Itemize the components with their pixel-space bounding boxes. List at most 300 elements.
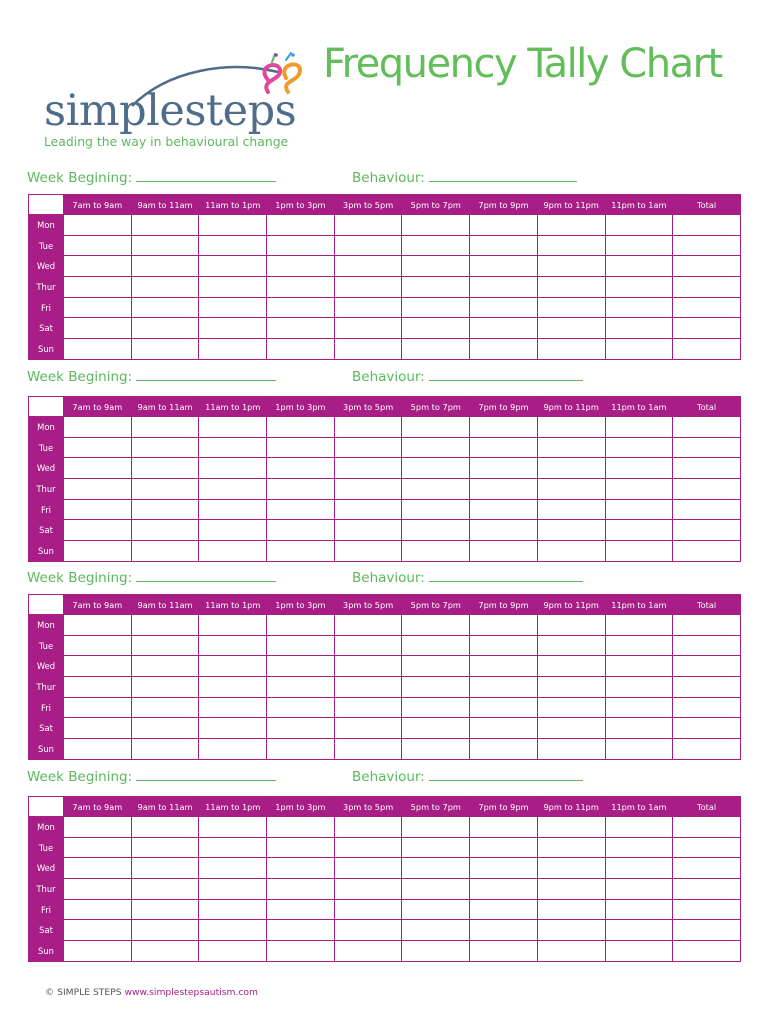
total-cell[interactable] <box>673 499 741 520</box>
tally-cell[interactable] <box>199 817 267 838</box>
tally-cell[interactable] <box>131 437 199 458</box>
tally-cell[interactable] <box>537 541 605 562</box>
tally-cell[interactable] <box>199 615 267 636</box>
tally-cell[interactable] <box>64 215 132 236</box>
total-cell[interactable] <box>673 458 741 479</box>
tally-cell[interactable] <box>402 817 470 838</box>
tally-cell[interactable] <box>131 215 199 236</box>
tally-cell[interactable] <box>334 817 402 838</box>
tally-cell[interactable] <box>334 256 402 277</box>
tally-cell[interactable] <box>64 437 132 458</box>
tally-cell[interactable] <box>199 520 267 541</box>
tally-cell[interactable] <box>605 520 673 541</box>
total-cell[interactable] <box>673 941 741 962</box>
tally-cell[interactable] <box>64 879 132 900</box>
tally-cell[interactable] <box>199 899 267 920</box>
tally-cell[interactable] <box>334 318 402 339</box>
tally-cell[interactable] <box>470 520 538 541</box>
tally-cell[interactable] <box>605 697 673 718</box>
tally-cell[interactable] <box>537 677 605 698</box>
tally-cell[interactable] <box>605 541 673 562</box>
tally-cell[interactable] <box>267 879 335 900</box>
tally-cell[interactable] <box>334 458 402 479</box>
tally-cell[interactable] <box>537 458 605 479</box>
tally-cell[interactable] <box>402 858 470 879</box>
time-slot-header: 5pm to 7pm <box>402 397 470 417</box>
tally-cell[interactable] <box>537 256 605 277</box>
tally-cell[interactable] <box>537 479 605 500</box>
tally-cell[interactable] <box>537 837 605 858</box>
tally-cell[interactable] <box>64 941 132 962</box>
total-cell[interactable] <box>673 697 741 718</box>
tally-cell[interactable] <box>537 417 605 438</box>
tally-cell[interactable] <box>267 656 335 677</box>
tally-cell[interactable] <box>402 297 470 318</box>
tally-cell[interactable] <box>131 718 199 739</box>
total-cell[interactable] <box>673 656 741 677</box>
tally-cell[interactable] <box>267 541 335 562</box>
tally-cell[interactable] <box>199 318 267 339</box>
week-begining-field[interactable] <box>27 570 276 586</box>
tally-cell[interactable] <box>64 656 132 677</box>
tally-cell[interactable] <box>334 677 402 698</box>
tally-cell[interactable] <box>537 615 605 636</box>
tally-cell[interactable] <box>402 879 470 900</box>
tally-cell[interactable] <box>131 499 199 520</box>
tally-cell[interactable] <box>334 635 402 656</box>
tally-cell[interactable] <box>402 318 470 339</box>
tally-cell[interactable] <box>605 635 673 656</box>
behaviour-label: Behaviour: <box>352 769 425 785</box>
tally-cell[interactable] <box>470 339 538 360</box>
tally-cell[interactable] <box>334 920 402 941</box>
tally-cell[interactable] <box>131 318 199 339</box>
tally-cell[interactable] <box>470 256 538 277</box>
behaviour-field[interactable] <box>352 170 577 186</box>
tally-cell[interactable] <box>402 697 470 718</box>
tally-cell[interactable] <box>267 718 335 739</box>
tally-cell[interactable] <box>537 215 605 236</box>
tally-cell[interactable] <box>402 235 470 256</box>
tally-cell[interactable] <box>402 739 470 760</box>
tally-cell[interactable] <box>64 499 132 520</box>
tally-cell[interactable] <box>131 256 199 277</box>
tally-cell[interactable] <box>605 499 673 520</box>
tally-cell[interactable] <box>267 520 335 541</box>
tally-cell[interactable] <box>537 817 605 838</box>
tally-cell[interactable] <box>199 297 267 318</box>
total-cell[interactable] <box>673 739 741 760</box>
tally-cell[interactable] <box>470 697 538 718</box>
tally-cell[interactable] <box>199 879 267 900</box>
tally-cell[interactable] <box>64 697 132 718</box>
tally-cell[interactable] <box>537 635 605 656</box>
tally-cell[interactable] <box>131 656 199 677</box>
tally-cell[interactable] <box>402 941 470 962</box>
total-cell[interactable] <box>673 417 741 438</box>
tally-cell[interactable] <box>131 941 199 962</box>
tally-cell[interactable] <box>402 718 470 739</box>
total-cell[interactable] <box>673 879 741 900</box>
total-cell[interactable] <box>673 615 741 636</box>
tally-cell[interactable] <box>537 499 605 520</box>
tally-cell[interactable] <box>334 479 402 500</box>
tally-cell[interactable] <box>537 235 605 256</box>
total-cell[interactable] <box>673 837 741 858</box>
tally-cell[interactable] <box>64 635 132 656</box>
tally-cell[interactable] <box>470 479 538 500</box>
tally-cell[interactable] <box>470 817 538 838</box>
total-cell[interactable] <box>673 520 741 541</box>
tally-cell[interactable] <box>131 677 199 698</box>
tally-cell[interactable] <box>605 479 673 500</box>
tally-cell[interactable] <box>402 837 470 858</box>
tally-cell[interactable] <box>605 235 673 256</box>
tally-cell[interactable] <box>470 899 538 920</box>
tally-cell[interactable] <box>131 899 199 920</box>
tally-cell[interactable] <box>537 297 605 318</box>
tally-cell[interactable] <box>605 458 673 479</box>
tally-cell[interactable] <box>131 920 199 941</box>
tally-cell[interactable] <box>605 256 673 277</box>
tally-cell[interactable] <box>267 277 335 298</box>
tally-cell[interactable] <box>267 635 335 656</box>
tally-cell[interactable] <box>267 437 335 458</box>
tally-cell[interactable] <box>470 437 538 458</box>
tally-cell[interactable] <box>470 879 538 900</box>
tally-cell[interactable] <box>537 339 605 360</box>
behaviour-field[interactable] <box>352 769 583 785</box>
tally-cell[interactable] <box>402 215 470 236</box>
tally-cell[interactable] <box>334 941 402 962</box>
tally-cell[interactable] <box>199 837 267 858</box>
tally-cell[interactable] <box>402 417 470 438</box>
behaviour-blank[interactable] <box>429 170 577 182</box>
tally-cell[interactable] <box>402 920 470 941</box>
tally-cell[interactable] <box>199 437 267 458</box>
tally-cell[interactable] <box>605 837 673 858</box>
tally-cell[interactable] <box>470 677 538 698</box>
tally-cell[interactable] <box>199 739 267 760</box>
tally-cell[interactable] <box>402 635 470 656</box>
tally-cell[interactable] <box>64 541 132 562</box>
tally-cell[interactable] <box>131 520 199 541</box>
total-cell[interactable] <box>673 899 741 920</box>
total-cell[interactable] <box>673 635 741 656</box>
tally-cell[interactable] <box>537 858 605 879</box>
tally-cell[interactable] <box>334 656 402 677</box>
tally-cell[interactable] <box>267 458 335 479</box>
week-begining-blank[interactable] <box>136 570 276 582</box>
tally-cell[interactable] <box>470 297 538 318</box>
tally-cell[interactable] <box>131 479 199 500</box>
tally-cell[interactable] <box>131 879 199 900</box>
tally-cell[interactable] <box>199 479 267 500</box>
behaviour-blank[interactable] <box>429 769 583 781</box>
tally-cell[interactable] <box>470 739 538 760</box>
tally-cell[interactable] <box>267 417 335 438</box>
tally-cell[interactable] <box>267 858 335 879</box>
tally-cell[interactable] <box>64 277 132 298</box>
tally-cell[interactable] <box>199 339 267 360</box>
tally-cell[interactable] <box>64 739 132 760</box>
tally-cell[interactable] <box>334 499 402 520</box>
tally-cell[interactable] <box>64 339 132 360</box>
total-cell[interactable] <box>673 541 741 562</box>
tally-cell[interactable] <box>605 941 673 962</box>
tally-cell[interactable] <box>470 541 538 562</box>
tally-cell[interactable] <box>605 920 673 941</box>
tally-cell[interactable] <box>267 697 335 718</box>
behaviour-blank[interactable] <box>429 369 583 381</box>
tally-cell[interactable] <box>402 458 470 479</box>
tally-cell[interactable] <box>537 941 605 962</box>
tally-cell[interactable] <box>605 858 673 879</box>
total-cell[interactable] <box>673 677 741 698</box>
tally-cell[interactable] <box>267 817 335 838</box>
tally-cell[interactable] <box>131 339 199 360</box>
tally-cell[interactable] <box>267 739 335 760</box>
tally-cell[interactable] <box>334 541 402 562</box>
tally-cell[interactable] <box>64 817 132 838</box>
tally-cell[interactable] <box>470 718 538 739</box>
tally-cell[interactable] <box>267 499 335 520</box>
tally-cell[interactable] <box>402 520 470 541</box>
behaviour-field[interactable] <box>352 570 583 586</box>
tally-cell[interactable] <box>402 256 470 277</box>
total-cell[interactable] <box>673 479 741 500</box>
total-cell[interactable] <box>673 817 741 838</box>
tally-cell[interactable] <box>131 697 199 718</box>
tally-cell[interactable] <box>199 858 267 879</box>
tally-cell[interactable] <box>334 215 402 236</box>
tally-cell[interactable] <box>267 479 335 500</box>
tally-cell[interactable] <box>199 941 267 962</box>
tally-cell[interactable] <box>402 541 470 562</box>
tally-cell[interactable] <box>605 615 673 636</box>
tally-cell[interactable] <box>470 417 538 438</box>
tally-cell[interactable] <box>605 899 673 920</box>
tally-cell[interactable] <box>334 235 402 256</box>
tally-cell[interactable] <box>470 499 538 520</box>
tally-cell[interactable] <box>402 437 470 458</box>
behaviour-field[interactable] <box>352 369 583 385</box>
tally-cell[interactable] <box>334 858 402 879</box>
tally-cell[interactable] <box>334 718 402 739</box>
tally-cell[interactable] <box>64 920 132 941</box>
tally-cell[interactable] <box>402 656 470 677</box>
tally-cell[interactable] <box>267 339 335 360</box>
tally-cell[interactable] <box>402 339 470 360</box>
tally-cell[interactable] <box>334 879 402 900</box>
tally-cell[interactable] <box>199 656 267 677</box>
tally-cell[interactable] <box>131 739 199 760</box>
tally-cell[interactable] <box>199 920 267 941</box>
tally-cell[interactable] <box>605 718 673 739</box>
tally-cell[interactable] <box>131 615 199 636</box>
tally-cell[interactable] <box>537 899 605 920</box>
tally-cell[interactable] <box>199 718 267 739</box>
tally-cell[interactable] <box>64 318 132 339</box>
tally-cell[interactable] <box>131 858 199 879</box>
tally-cell[interactable] <box>131 837 199 858</box>
tally-cell[interactable] <box>605 339 673 360</box>
tally-cell[interactable] <box>64 858 132 879</box>
tally-cell[interactable] <box>131 297 199 318</box>
tally-cell[interactable] <box>470 920 538 941</box>
tally-cell[interactable] <box>267 837 335 858</box>
tally-cell[interactable] <box>537 437 605 458</box>
total-cell[interactable] <box>673 277 741 298</box>
total-cell[interactable] <box>673 339 741 360</box>
week-begining-field[interactable] <box>27 769 276 785</box>
tally-cell[interactable] <box>334 417 402 438</box>
tally-cell[interactable] <box>470 858 538 879</box>
tally-cell[interactable] <box>605 879 673 900</box>
week-begining-field[interactable] <box>27 170 276 186</box>
tally-cell[interactable] <box>64 718 132 739</box>
table-row <box>29 256 741 277</box>
tally-cell[interactable] <box>64 256 132 277</box>
tally-cell[interactable] <box>402 615 470 636</box>
total-cell[interactable] <box>673 920 741 941</box>
week-begining-blank[interactable] <box>136 369 276 381</box>
behaviour-blank[interactable] <box>429 570 583 582</box>
week-begining-blank[interactable] <box>136 769 276 781</box>
tally-cell[interactable] <box>131 541 199 562</box>
tally-cell[interactable] <box>537 879 605 900</box>
tally-cell[interactable] <box>537 318 605 339</box>
tally-cell[interactable] <box>64 899 132 920</box>
tally-cell[interactable] <box>131 235 199 256</box>
tally-cell[interactable] <box>334 437 402 458</box>
tally-cell[interactable] <box>267 235 335 256</box>
tally-cell[interactable] <box>470 837 538 858</box>
total-cell[interactable] <box>673 215 741 236</box>
total-cell[interactable] <box>673 256 741 277</box>
tally-cell[interactable] <box>470 277 538 298</box>
tally-cell[interactable] <box>199 417 267 438</box>
tally-cell[interactable] <box>131 635 199 656</box>
tally-cell[interactable] <box>131 417 199 438</box>
tally-cell[interactable] <box>334 899 402 920</box>
tally-cell[interactable] <box>334 697 402 718</box>
tally-cell[interactable] <box>199 215 267 236</box>
tally-cell[interactable] <box>605 817 673 838</box>
tally-cell[interactable] <box>470 615 538 636</box>
tally-cell[interactable] <box>267 899 335 920</box>
tally-cell[interactable] <box>199 635 267 656</box>
tally-cell[interactable] <box>470 458 538 479</box>
week-begining-field[interactable] <box>27 369 276 385</box>
tally-cell[interactable] <box>470 635 538 656</box>
tally-cell[interactable] <box>537 697 605 718</box>
footer-url[interactable]: www.simplestepsautism.com <box>124 987 259 998</box>
tally-cell[interactable] <box>131 277 199 298</box>
tally-cell[interactable] <box>64 479 132 500</box>
tally-cell[interactable] <box>605 739 673 760</box>
tally-cell[interactable] <box>334 277 402 298</box>
tally-cell[interactable] <box>199 541 267 562</box>
tally-cell[interactable] <box>470 318 538 339</box>
tally-cell[interactable] <box>64 837 132 858</box>
tally-cell[interactable] <box>199 499 267 520</box>
tally-cell[interactable] <box>199 697 267 718</box>
tally-cell[interactable] <box>334 739 402 760</box>
total-cell[interactable] <box>673 318 741 339</box>
tally-cell[interactable] <box>199 235 267 256</box>
tally-cell[interactable] <box>470 235 538 256</box>
tally-cell[interactable] <box>199 677 267 698</box>
tally-cell[interactable] <box>470 215 538 236</box>
tally-cell[interactable] <box>605 277 673 298</box>
tally-cell[interactable] <box>334 339 402 360</box>
tally-cell[interactable] <box>402 899 470 920</box>
total-cell[interactable] <box>673 718 741 739</box>
tally-cell[interactable] <box>267 318 335 339</box>
tally-cell[interactable] <box>267 677 335 698</box>
total-cell[interactable] <box>673 235 741 256</box>
total-cell[interactable] <box>673 437 741 458</box>
tally-cell[interactable] <box>267 215 335 236</box>
tally-cell[interactable] <box>334 297 402 318</box>
total-cell[interactable] <box>673 297 741 318</box>
tally-cell[interactable] <box>64 677 132 698</box>
tally-cell[interactable] <box>267 256 335 277</box>
tally-cell[interactable] <box>605 215 673 236</box>
tally-cell[interactable] <box>131 458 199 479</box>
tally-cell[interactable] <box>537 718 605 739</box>
tally-cell[interactable] <box>605 437 673 458</box>
tally-cell[interactable] <box>64 297 132 318</box>
tally-cell[interactable] <box>64 615 132 636</box>
tally-cell[interactable] <box>605 656 673 677</box>
tally-cell[interactable] <box>605 297 673 318</box>
week-begining-blank[interactable] <box>136 170 276 182</box>
total-cell[interactable] <box>673 858 741 879</box>
tally-cell[interactable] <box>402 677 470 698</box>
tally-cell[interactable] <box>64 458 132 479</box>
tally-cell[interactable] <box>64 235 132 256</box>
tally-cell[interactable] <box>199 256 267 277</box>
tally-cell[interactable] <box>402 479 470 500</box>
tally-cell[interactable] <box>470 941 538 962</box>
tally-cell[interactable] <box>334 615 402 636</box>
tally-cell[interactable] <box>605 417 673 438</box>
tally-cell[interactable] <box>334 520 402 541</box>
tally-cell[interactable] <box>402 499 470 520</box>
tally-cell[interactable] <box>605 677 673 698</box>
tally-cell[interactable] <box>537 277 605 298</box>
tally-cell[interactable] <box>402 277 470 298</box>
tally-cell[interactable] <box>334 837 402 858</box>
tally-cell[interactable] <box>470 656 538 677</box>
tally-cell[interactable] <box>537 520 605 541</box>
tally-cell[interactable] <box>64 417 132 438</box>
tally-cell[interactable] <box>267 615 335 636</box>
tally-cell[interactable] <box>64 520 132 541</box>
tally-cell[interactable] <box>199 458 267 479</box>
tally-cell[interactable] <box>267 297 335 318</box>
tally-cell[interactable] <box>267 941 335 962</box>
tally-cell[interactable] <box>537 656 605 677</box>
tally-cell[interactable] <box>267 920 335 941</box>
tally-cell[interactable] <box>537 920 605 941</box>
tally-cell[interactable] <box>199 277 267 298</box>
tally-cell[interactable] <box>537 739 605 760</box>
tally-cell[interactable] <box>131 817 199 838</box>
tally-cell[interactable] <box>605 318 673 339</box>
